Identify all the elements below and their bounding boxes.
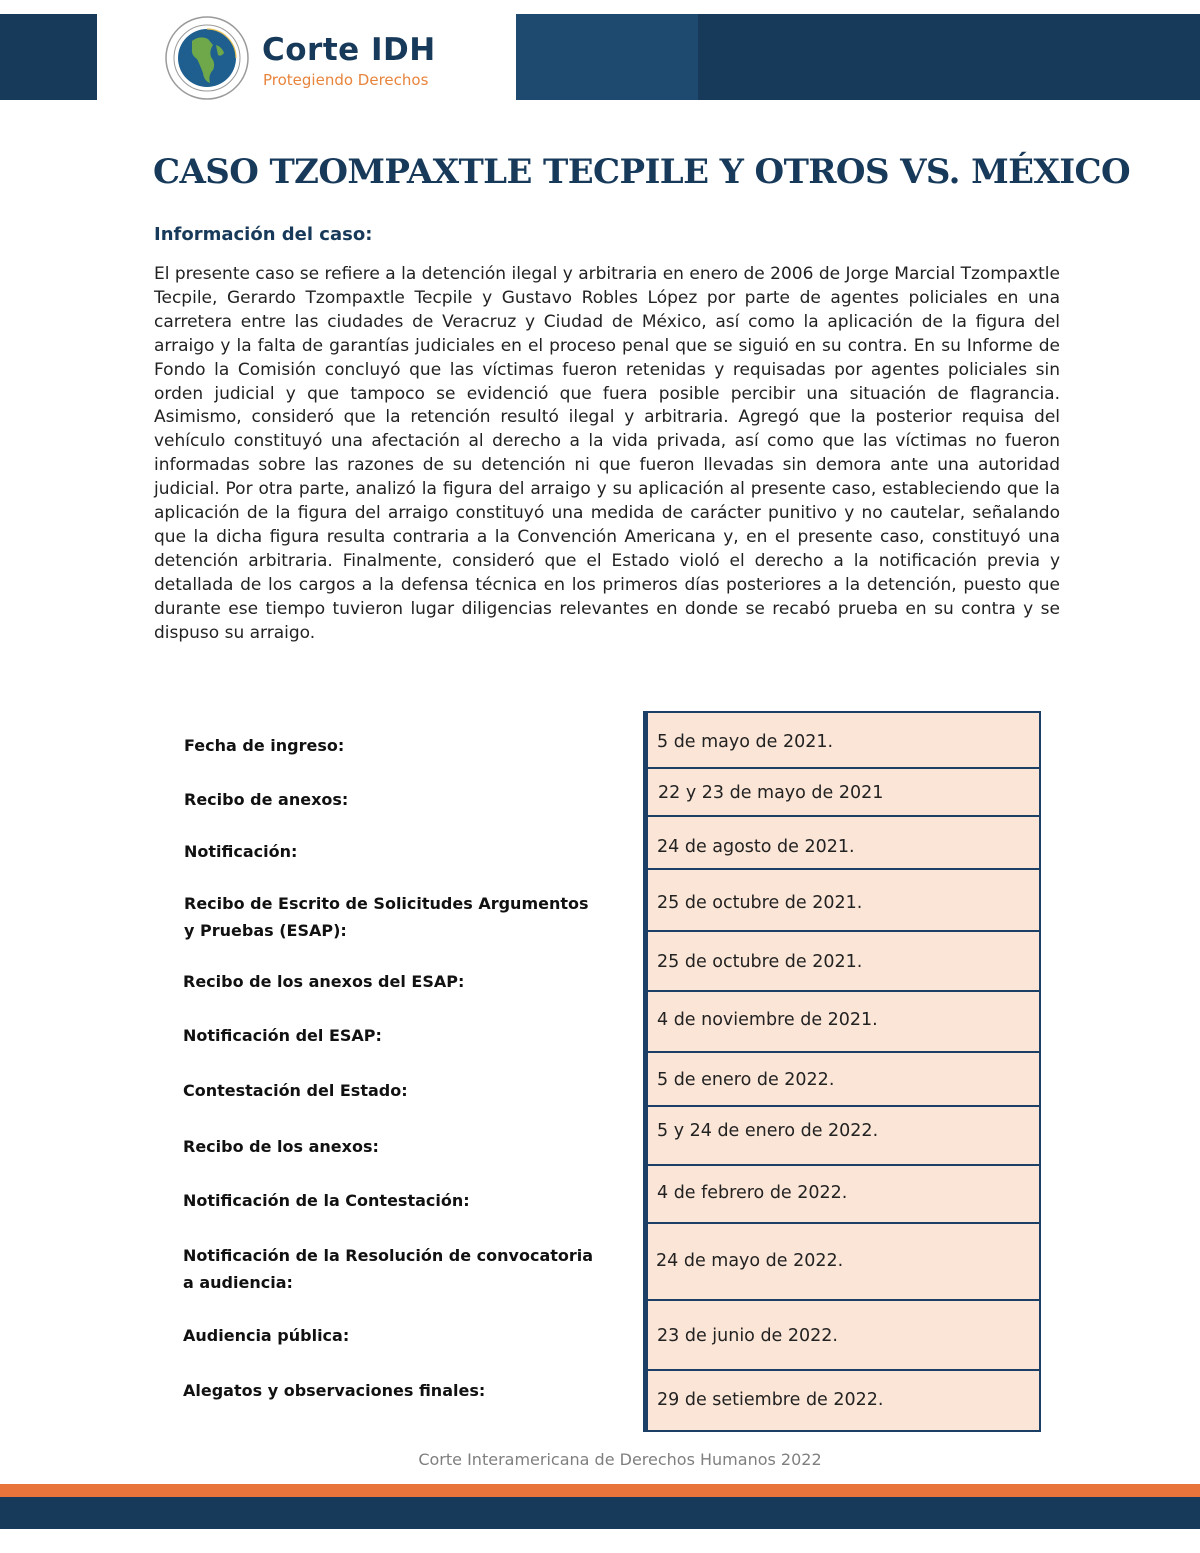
case-summary: El presente caso se refiere a la detención ilegal y arbitraria en enero de 2006 de Jorge Marcial Tzompaxtle Tecpile, Gerardo Tzompaxtle Tecpile y Gustavo Robles López por parte de agentes policiales en una carretera entre las ciudades de Veracruz y Ciudad de México, así como la aplicación de la figura del arraigo y la falta de garantías judiciales en el proceso penal que se siguió en su contra. En su Informe de Fondo la Comisión concluyó que las víctimas fueron retenidas y requisadas por agentes policiales sin orden judicial y que tampoco se evidenció que fuera posible percibir una situación de flagrancia. Asimismo, consideró que la retención resultó ilegal y arbitraria. Agregó que la posterior requisa del vehículo constituyó una afectación al derecho a la vida privada, así como que las víctimas no fueron informadas sobre las razones de su detención ni que fueron llevadas sin demora ante una autoridad judicial. Por otra parte, analizó la figura del arraigo y su aplicación al presente caso, estableciendo que la aplicación de la figura del arraigo constituyó una medida de carácter punitivo y no cautelar, señalando que la dicha figura resulta contraria a la Convención Americana y, en el presente caso, constituyó una detención arbitraria. Finalmente, consideró que el Estado violó el derecho a la notificación previa y detallada de los cargos a la defensa técnica en los primeros días posteriores a la detención, puesto que durante ese tiempo tuvieron lugar diligencias relevantes en donde se recabó prueba en su contra y se dispuso su arraigo. xyxy=(154,264,1060,643)
footer-text: Corte Interamericana de Derechos Humanos 2022 xyxy=(418,1450,822,1469)
date-value: 23 de junio de 2022. xyxy=(657,1326,838,1346)
date-cell xyxy=(648,1224,1039,1301)
brand-name: Corte IDH xyxy=(262,32,436,68)
date-cell xyxy=(648,932,1039,992)
footer-orange-band xyxy=(0,1484,1200,1497)
timeline-label: Notificación: xyxy=(184,842,298,861)
date-value: 4 de febrero de 2022. xyxy=(657,1183,848,1203)
corte-idh-logo xyxy=(160,14,460,100)
timeline-label: Recibo de los anexos del ESAP: xyxy=(183,972,465,991)
header-band-right xyxy=(516,14,1200,100)
date-value: 29 de setiembre de 2022. xyxy=(657,1390,884,1410)
case-title: CASO TZOMPAXTLE TECPILE Y OTROS VS. MÉXICO xyxy=(153,152,1131,192)
date-value: 24 de agosto de 2021. xyxy=(657,837,855,857)
date-cell xyxy=(648,1053,1039,1107)
timeline-label: Fecha de ingreso: xyxy=(184,736,345,755)
footer-navy-band xyxy=(0,1497,1200,1529)
brand-tagline: Protegiendo Derechos xyxy=(263,71,429,89)
globe-seal-icon xyxy=(164,15,250,101)
date-cell xyxy=(648,1301,1039,1371)
date-value: 24 de mayo de 2022. xyxy=(656,1251,844,1271)
timeline-label: Notificación de la Resolución de convocatoria a audiencia: xyxy=(183,1246,594,1292)
date-cell xyxy=(648,992,1039,1053)
date-cell xyxy=(648,1107,1039,1166)
date-value: 25 de octubre de 2021. xyxy=(657,952,863,972)
timeline-label: Recibo de los anexos: xyxy=(183,1137,379,1156)
date-cell xyxy=(648,1166,1039,1224)
date-cell xyxy=(648,1371,1039,1432)
timeline-label: Notificación de la Contestación: xyxy=(183,1191,470,1210)
timeline-label: Contestación del Estado: xyxy=(183,1081,408,1100)
date-cell xyxy=(648,769,1039,817)
section-heading: Información del caso: xyxy=(154,224,373,245)
timeline-label: Recibo de Escrito de Solicitudes Argumentos y Pruebas (ESAP): xyxy=(184,894,589,940)
header-band-left xyxy=(0,14,97,100)
date-value: 25 de octubre de 2021. xyxy=(657,893,863,913)
timeline-label: Recibo de anexos: xyxy=(184,790,349,809)
date-value: 5 de mayo de 2021. xyxy=(657,732,834,752)
timeline-label: Alegatos y observaciones finales: xyxy=(183,1381,486,1400)
timeline-dates-table xyxy=(643,711,1041,1432)
timeline-label: Notificación del ESAP: xyxy=(183,1026,382,1045)
date-value: 4 de noviembre de 2021. xyxy=(657,1010,878,1030)
date-cell xyxy=(648,713,1039,769)
date-value: 22 y 23 de mayo de 2021 xyxy=(658,783,884,803)
timeline-label: Audiencia pública: xyxy=(183,1326,350,1345)
date-value: 5 y 24 de enero de 2022. xyxy=(657,1121,879,1141)
date-value: 5 de enero de 2022. xyxy=(657,1070,835,1090)
date-cell xyxy=(648,870,1039,932)
date-cell xyxy=(648,817,1039,870)
